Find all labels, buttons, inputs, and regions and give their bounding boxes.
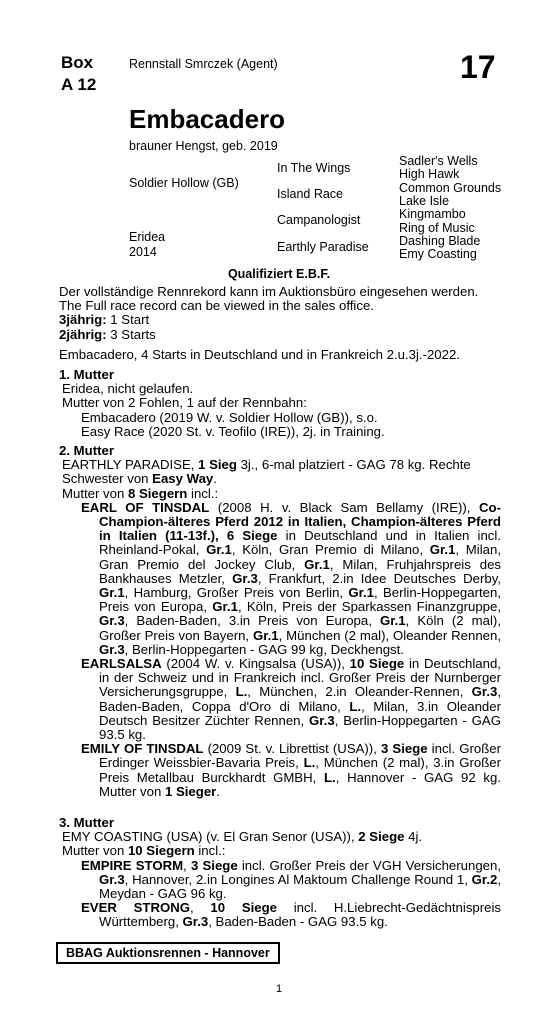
mutter3-mv-c: incl.: (194, 843, 226, 859)
starts-2yo (59, 328, 501, 342)
pedigree-gen3-3: Common Grounds (399, 181, 502, 195)
starts-3yo-label: 3jährig: (59, 312, 107, 328)
mutter1-section (59, 368, 501, 439)
mutter2-mv-b: 8 Siegern (127, 485, 188, 501)
pedigree-gen3-5: Kingmambo (399, 207, 466, 221)
mutter2-title: 2. Mutter (59, 443, 114, 458)
intro-block (59, 285, 501, 362)
pedigree-gen2-3: Campanologist (277, 213, 361, 227)
starts-summary: Embacadero, 4 Starts in Deutschland und in Frankreich 2.u.3j.-2022. (59, 346, 460, 362)
horse-description: brauner Hengst, geb. 2019 (129, 139, 278, 153)
pedigree-gen3-4: Lake Isle (399, 194, 450, 208)
pedigree-gen3-7: Dashing Blade (399, 234, 481, 248)
record-note-de: Der vollständige Rennrekord kann im Auktionsbüro eingesehen werden. (59, 284, 479, 299)
progeny-emily-of-tinsdal: EMILY OF TINSDAL (2009 St. v. Librettist (USA)), 3 Siege incl. Großer Erdinger Weissbier-Bavaria Preis, L., München (2 mal), 3.in Großer Preis Metallbau Burckhardt GMBH, L., Hannover - GAG 92 kg. Mutter von 1 Sieger. (81, 741, 501, 799)
progeny-earlsalsa: EARLSALSA (2004 W. v. Kingsalsa (USA)), 10 Siege in Deutschland, in der Schweiz und in Frankreich incl. Großer Preis der Nurnberger Versicherungsgruppe, L., München, 2.in Oleander-Rennen, Gr.3, Baden-Baden, Coppa d'Oro di Milano, L., Milan, 3.in Oleander Deutsch Besitzer Züchter Rennen, Gr.3, Berlin-Hoppegarten - GAG 93.5 kg. (81, 656, 501, 743)
box-text: Box (61, 53, 94, 72)
pedigree-gen3-1: Sadler's Wells (399, 154, 478, 168)
mutter1-foal2: Easy Race (2020 St. v. Teofilo (IRE)), 2j. in Training. (81, 423, 385, 439)
qualification: Qualifiziert E.B.F. (227, 267, 331, 281)
mutter2-winners (59, 487, 501, 501)
starts-2yo-value: 3 Starts (106, 326, 156, 342)
mutter2-dam-text: 3j., 6-mal platziert - GAG 78 kg. Rechte Schwester von (62, 457, 471, 487)
pedigree-dam: Eridea (129, 230, 166, 244)
pedigree-gen3-2: High Hawk (399, 167, 460, 181)
progeny-ever-strong: EVER STRONG, 10 Siege incl. H.Liebrecht-Gedächtnispreis Württemberg, Gr.3, Baden-Baden - GAG 93.5 kg. (81, 900, 501, 930)
progeny-earl-of-tinsdal: EARL OF TINSDAL (2008 H. v. Black Sam Bellamy (IRE)), Co-Champion-älteres Pferd 2012 in Italien, Champion-älteres Pferd in Italien (11-13f.), 6 Siege in Deutschland und in Italien incl. Rheinland-Pokal, Gr.1, Köln, Gran Premio di Milano, Gr.1, Milan, Gran Premio del Jockey Club, Gr.1, Milan, Fruhjahrspreis des Bankhauses Metzler, Gr.3, Frankfurt, 2.in Idee Deutsches Derby, Gr.1, Hamburg, Großer Preis von Berlin, Gr.1, Berlin-Hoppegarten, Preis von Europa, Gr.1, Köln, Preis der Sparkassen Finanzgruppe, Gr.3, Baden-Baden, 3.in Preis von Europa, Gr.1, Köln (2 mal), Großer Preis von Bayern, Gr.1, München (2 mal), Oleander Rennen, Gr.3, Berlin-Hoppegarten - GAG 99 kg, Deckhengst. (81, 499, 502, 657)
pedigree-gen2-1: In The Wings (277, 161, 351, 175)
mutter3-dam-name: EMY COASTING (USA) (v. El Gran Senor (USA)), (62, 829, 359, 845)
mutter1-title: 1. Mutter (59, 367, 114, 382)
mutter2-dam-end: . (213, 471, 217, 487)
progeny-empire-storm: EMPIRE STORM, 3 Siege incl. Großer Preis der VGH Versicherungen, Gr.3, Hannover, 2.in Longines Al Maktoum Challenge Round 1, Gr.2, Meydan - GAG 96 kg. (81, 857, 501, 902)
record-note-en: The Full race record can be viewed in the sales office. (59, 298, 374, 314)
pedigree-gen2-2: Island Race (277, 187, 344, 201)
lot-number: 17 (460, 49, 496, 85)
box-label (61, 52, 96, 96)
auction-race-badge: BBAG Auktionsrennen - Hannover (56, 942, 280, 964)
mutter3-mv-b: 10 Siegern (127, 843, 195, 859)
mutter3-dam-wins: 2 Siege (358, 829, 405, 845)
mutter1-foal1: Embacadero (2019 W. v. Soldier Hollow (GB)), s.o. (81, 409, 378, 425)
mutter3-section (59, 816, 501, 930)
mutter2-mv-c: incl.: (187, 485, 219, 501)
mutter2-dam-sister: Easy Way (152, 471, 214, 487)
mutter3-title: 3. Mutter (59, 815, 114, 830)
starts-3yo-value: 1 Start (106, 312, 150, 328)
box-number: A 12 (61, 75, 97, 94)
mutter3-dam-age: 4j. (404, 829, 423, 845)
page-number: 1 (275, 983, 283, 995)
pedigree-gen3-8: Emy Coasting (399, 247, 477, 261)
consignor: Rennstall Smrczek (Agent) (129, 57, 278, 71)
mutter3-mv-a: Mutter von (62, 843, 128, 859)
pedigree-sire: Soldier Hollow (GB) (129, 176, 239, 190)
mutter2-dam (59, 458, 501, 486)
mutter1-line2: Mutter von 2 Fohlen, 1 auf der Rennbahn: (62, 395, 307, 411)
pedigree-gen3-6: Ring of Music (399, 221, 475, 235)
pedigree-gen2-4: Earthly Paradise (277, 240, 369, 254)
horse-name: Embacadero (129, 104, 286, 134)
starts-3yo (59, 313, 501, 327)
mutter2-dam-wins: 1 Sieg (198, 457, 237, 473)
mutter3-dam (59, 830, 501, 844)
mutter1-line1: Eridea, nicht gelaufen. (62, 381, 194, 397)
mutter2-section (59, 444, 501, 799)
mutter2-mv-a: Mutter von (62, 485, 128, 501)
pedigree-dam-year: 2014 (129, 245, 157, 259)
mutter2-dam-name: EARTHLY PARADISE, (62, 457, 199, 473)
starts-2yo-label: 2jährig: (59, 326, 107, 342)
mutter3-winners (59, 844, 501, 858)
